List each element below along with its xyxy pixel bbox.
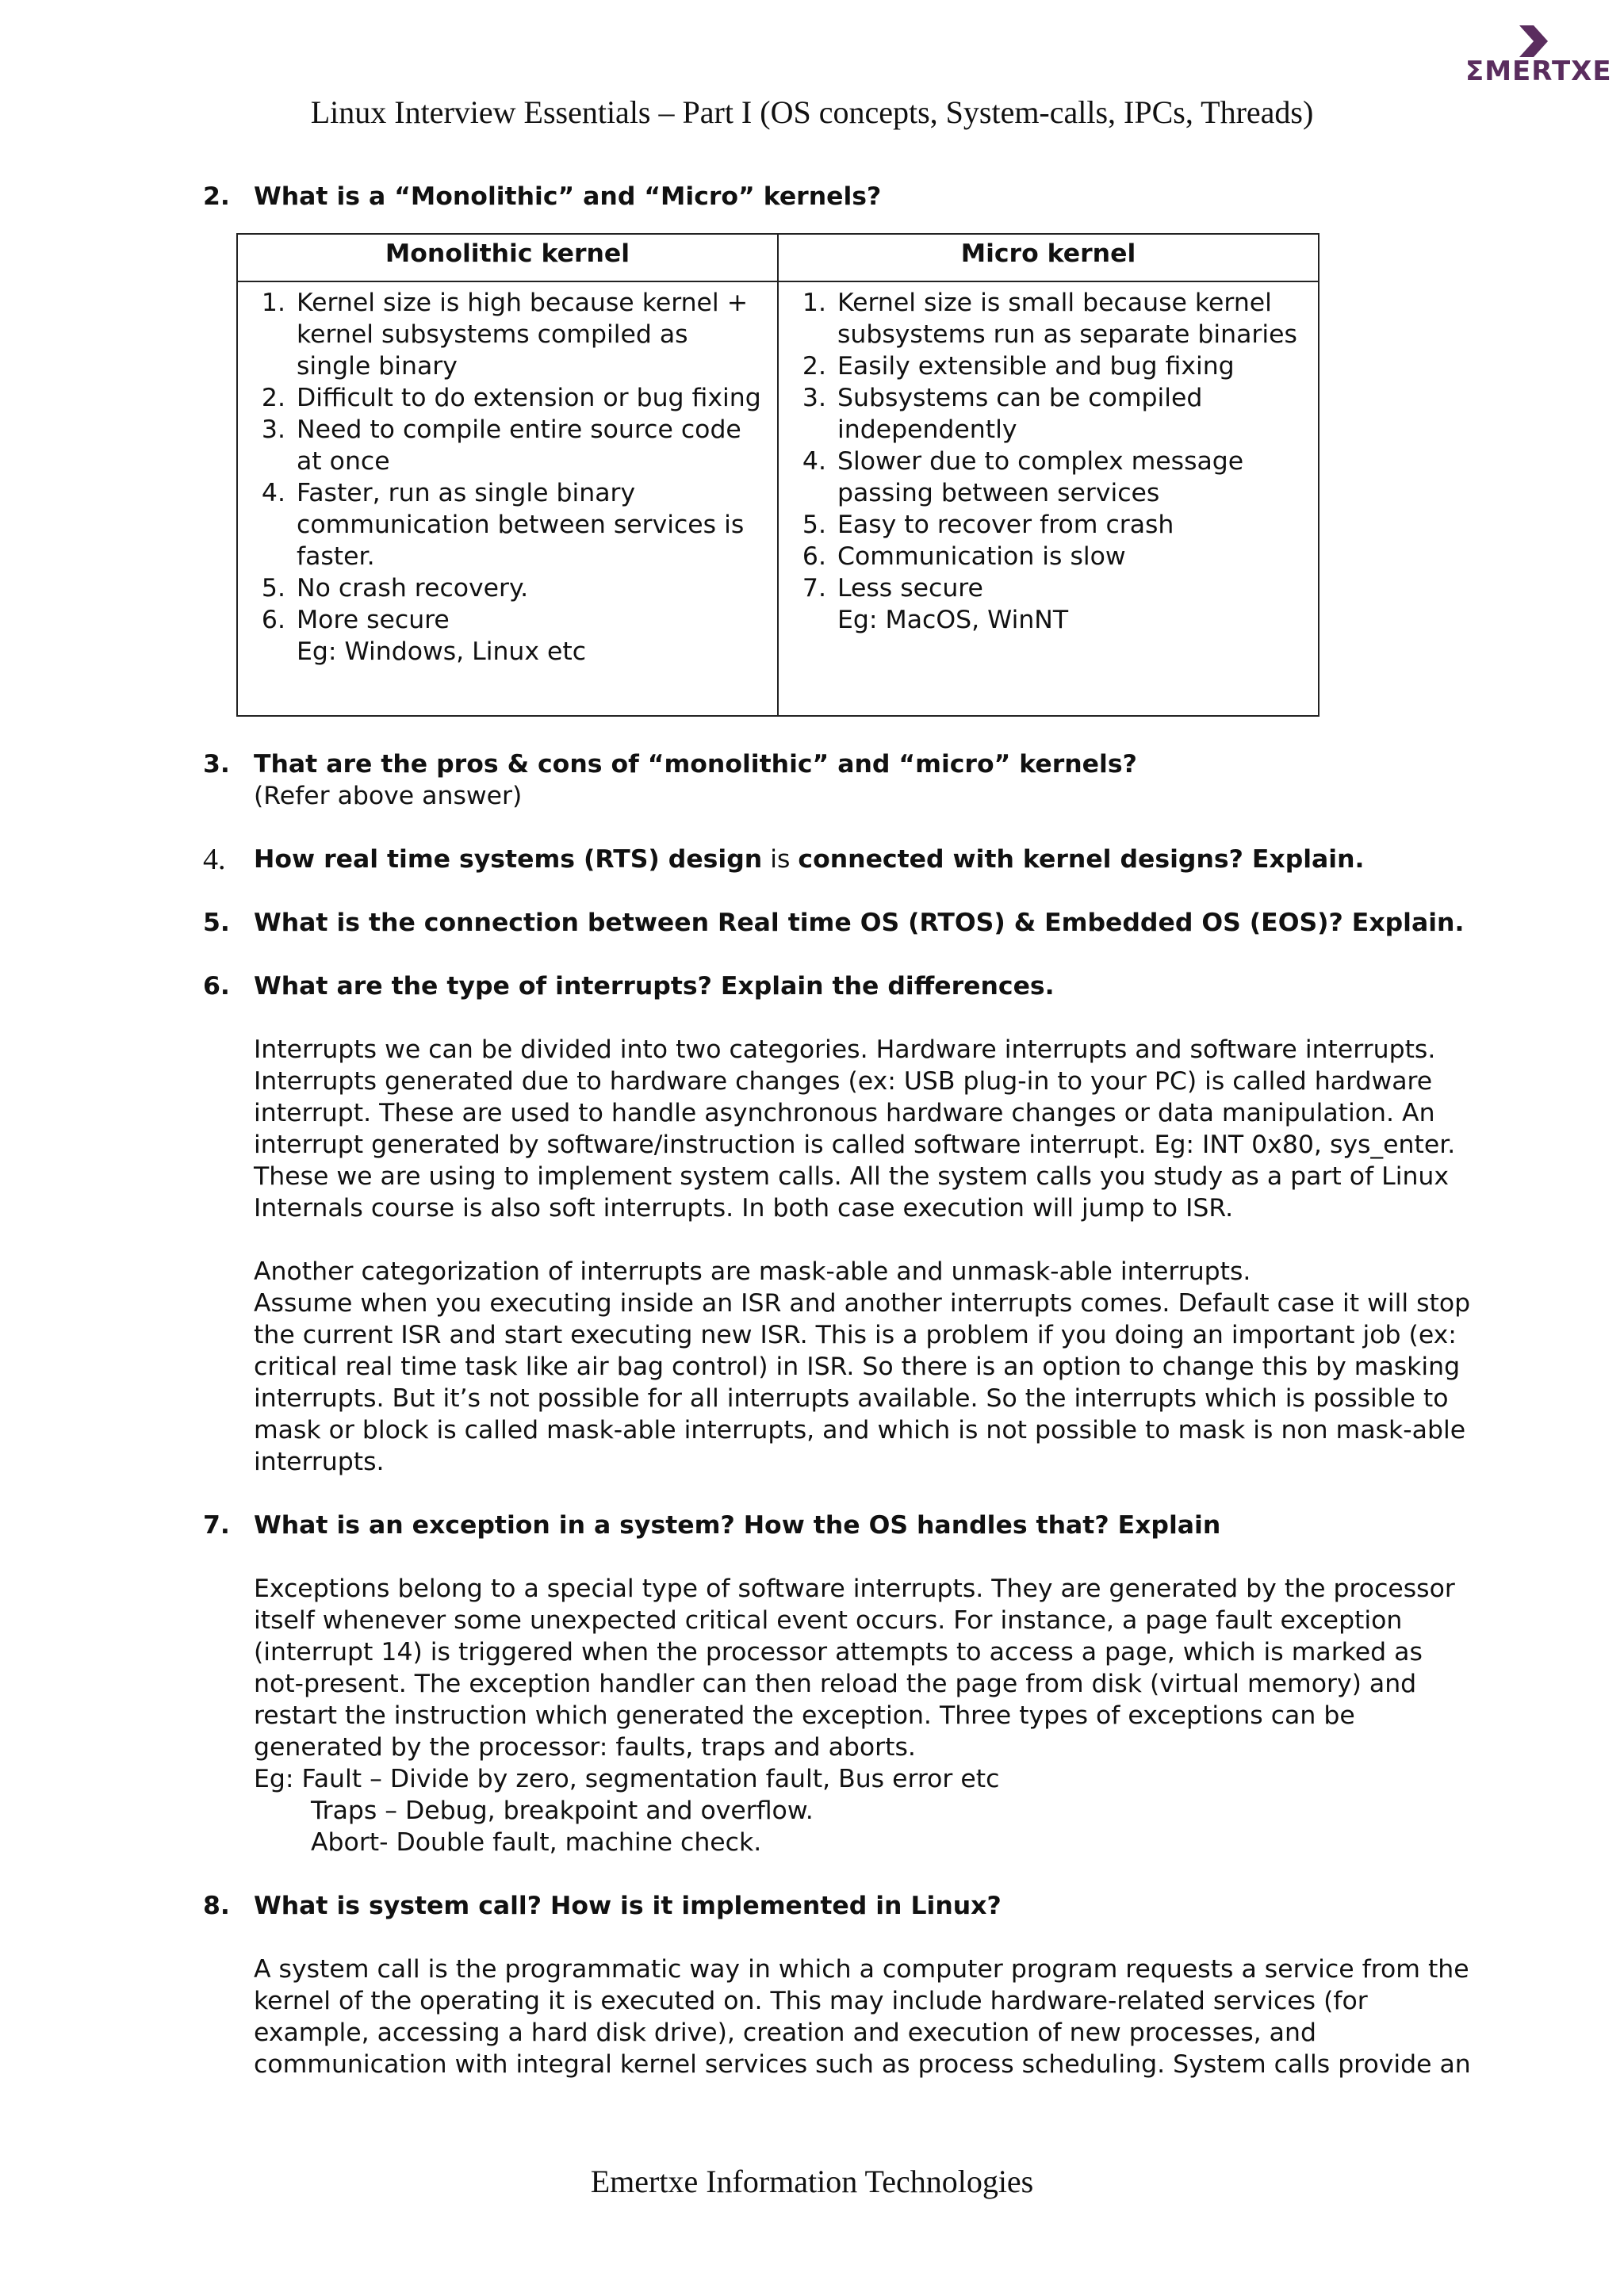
document-body [203, 181, 1472, 2080]
question-text: What is system call? How is it implemented in Linux? [254, 1892, 1002, 1920]
question-text-part: connected with kernel designs? Explain. [798, 845, 1365, 874]
question-number: 6. [203, 972, 230, 1001]
question-text: What is the connection between Real time OS (RTOS) & Embedded OS (EOS)? Explain. [254, 909, 1465, 937]
question-text: What is an exception in a system? How the OS handles that? Explain [254, 1511, 1221, 1540]
list-item: 4. Faster, run as single binary communication between services is faster. [293, 477, 769, 572]
question-7 [203, 1510, 1472, 1541]
list-item: 2. Difficult to do extension or bug fixing [293, 382, 769, 414]
exception-examples [203, 1763, 1472, 1858]
monolithic-example: Eg: Windows, Linux etc [297, 637, 587, 666]
table-header-micro: Micro kernel [778, 234, 1319, 281]
question-5 [203, 907, 1472, 939]
paragraph: Another categorization of interrupts are mask-able and unmask-able interrupts. [254, 1257, 1251, 1286]
chevron-logo-icon [1516, 25, 1551, 57]
question-8 [203, 1890, 1472, 1922]
list-item: 6. More secure [293, 604, 769, 636]
list-item: 1. Kernel size is small because kernel subsystems run as separate binaries [834, 287, 1310, 350]
question-number: 5. [203, 909, 230, 937]
micro-example: Eg: MacOS, WinNT [837, 606, 1069, 634]
question-text [254, 845, 1365, 874]
question-number: 2. [203, 182, 230, 211]
list-item: 3. Subsystems can be compiled independently [834, 382, 1310, 446]
question-text-part: is [762, 845, 799, 874]
micro-list [787, 287, 1310, 604]
monolithic-list [246, 287, 769, 636]
table-cell-monolithic [237, 281, 778, 716]
table-cell-micro [778, 281, 1319, 716]
question-text-part: How real time systems (RTS) design [254, 845, 763, 874]
example-line: Traps – Debug, breakpoint and overflow. [311, 1797, 814, 1825]
page-header: Linux Interview Essentials – Part I (OS concepts, System-calls, IPCs, Threads) [310, 94, 1314, 130]
question-text: What is a “Monolithic” and “Micro” kernels? [254, 182, 882, 211]
list-item: 3. Need to compile entire source code at once [293, 414, 769, 477]
list-item: 6. Communication is slow [834, 541, 1310, 572]
question-text: That are the pros & cons of “monolithic” and “micro” kernels? [254, 750, 1137, 779]
list-item: 5. Easy to recover from crash [834, 509, 1310, 541]
logo-text: ΣMERTXE [1465, 55, 1612, 87]
question-number: 3. [203, 750, 230, 779]
question-number: 8. [203, 1892, 230, 1920]
list-item: 4. Slower due to complex message passing between services [834, 446, 1310, 509]
list-item: 1. Kernel size is high because kernel + kernel subsystems compiled as single binary [293, 287, 769, 382]
list-item: 7. Less secure [834, 572, 1310, 604]
kernel-comparison-table [236, 233, 1320, 717]
question-number: 4. [203, 843, 226, 876]
question-3-answer: (Refer above answer) [254, 782, 523, 810]
question-3 [203, 748, 1472, 780]
paragraph: Assume when you executing inside an ISR and another interrupts comes. Default case it will stop the current ISR and start executing new ISR. This is a problem if you doing an important job (ex: critical real time task like air bag control) in ISR. So there is an option to change this by masking interrupts. But it’s not possible for all interrupts available. So the interrupts which is possible to mask or block is called mask-able interrupts, and which is not possible to mask is non mask-able interrupts. [254, 1289, 1471, 1476]
emertxe-logo [1457, 24, 1612, 87]
paragraph: A system call is the programmatic way in which a computer program requests a service from the kernel of the operating it is executed on. This may include hardware-related services (for example, accessing a hard disk drive), creation and execution of new processes, and communication with integral kernel services such as process scheduling. System calls provide an [254, 1955, 1471, 2079]
question-6 [203, 970, 1472, 1002]
example-line: Abort- Double fault, machine check. [311, 1828, 762, 1857]
list-item: 5. No crash recovery. [293, 572, 769, 604]
table-header-monolithic: Monolithic kernel [237, 234, 778, 281]
list-item: 2. Easily extensible and bug fixing [834, 350, 1310, 382]
question-text: What are the type of interrupts? Explain the differences. [254, 972, 1055, 1001]
page-footer: Emertxe Information Technologies [590, 2164, 1034, 2199]
paragraph: Exceptions belong to a special type of software interrupts. They are generated by the processor itself whenever some unexpected critical event occurs. For instance, a page fault exception (interrupt 14) is triggered when the processor attempts to access a page, which is marked as not-present. The exception handler can then reload the page from disk (virtual memory) and restart the instruction which generated the exception. Three types of exceptions can be generated by the processor: faults, traps and aborts. [254, 1575, 1455, 1762]
example-line: Eg: Fault – Divide by zero, segmentation fault, Bus error etc [254, 1765, 1000, 1793]
question-4 [203, 844, 1472, 875]
paragraph: Interrupts we can be divided into two categories. Hardware interrupts and software interrupts. Interrupts generated due to hardware changes (ex: USB plug-in to your PC) is called hardware interrupt. These are used to handle asynchronous hardware changes or data manipulation. An interrupt generated by software/instruction is called software interrupt. Eg: INT 0x80, sys_enter. These we are using to implement system calls. All the system calls you study as a part of Linux Internals course is also soft interrupts. In both case execution will jump to ISR. [254, 1035, 1456, 1223]
question-2 [203, 181, 1472, 212]
question-number: 7. [203, 1511, 230, 1540]
